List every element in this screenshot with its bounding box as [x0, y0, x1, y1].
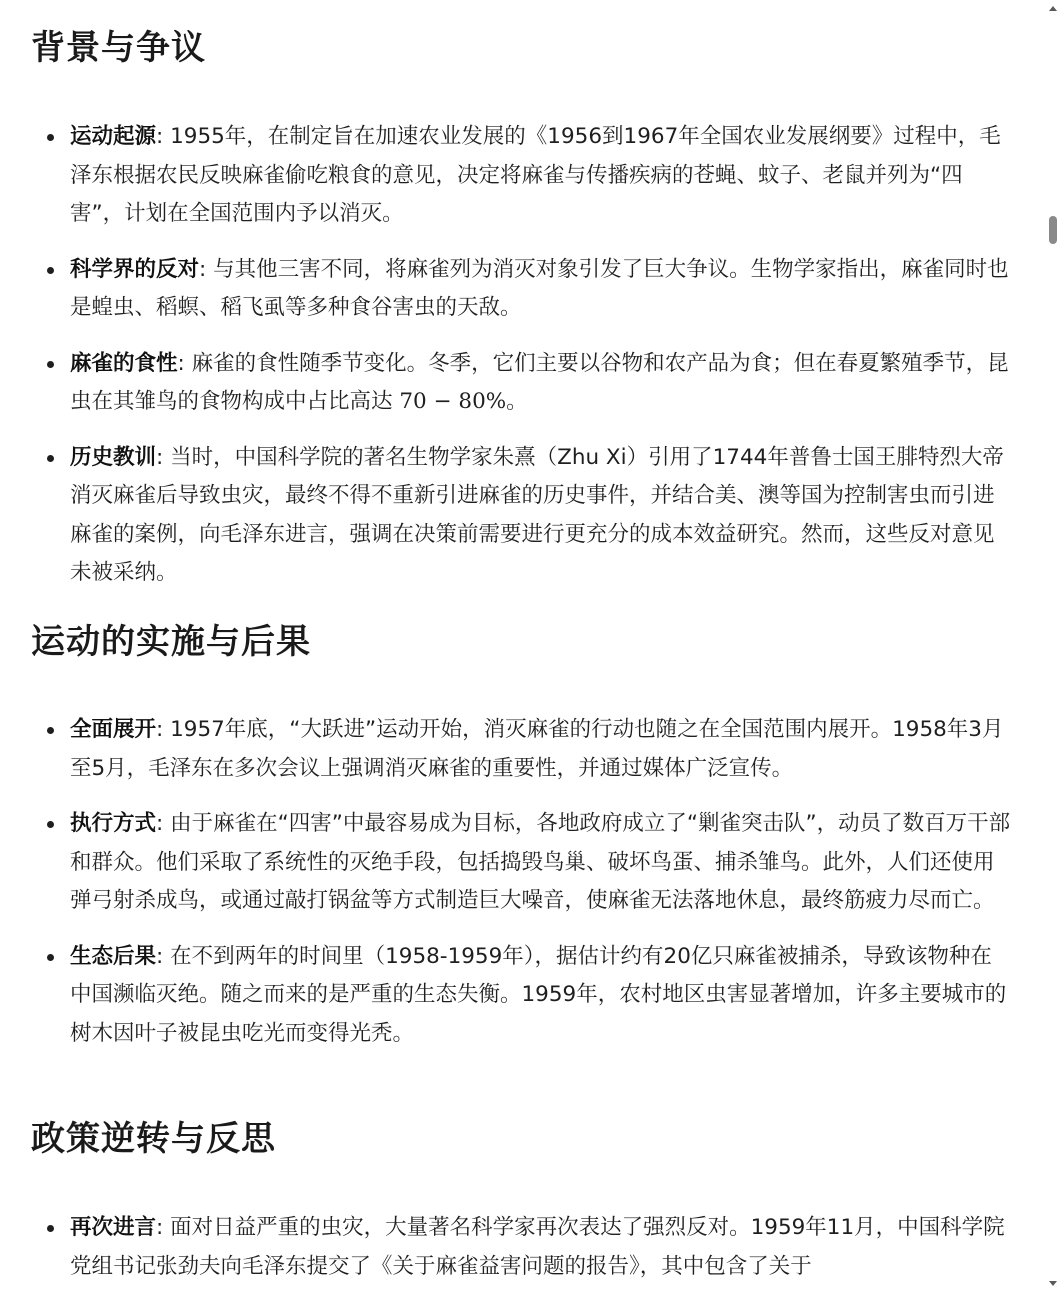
item-term: 执行方式 — [70, 811, 157, 836]
item-text: : 与其他三害不同，将麻雀列为消灭对象引发了巨大争议。生物学家指出，麻雀同时也是蝗虫、稻螟、稻飞虱等多种食谷害虫的天敌。 — [70, 256, 1009, 320]
list-item — [0, 439, 1040, 593]
scroll-up-arrow-icon[interactable] — [1049, 6, 1057, 11]
item-term: 全面展开 — [70, 717, 157, 742]
vertical-scrollbar[interactable] — [1044, 0, 1062, 1292]
item-text: : 麻雀的食性随季节变化。冬季，它们主要以谷物和农产品为食；但在春夏繁殖季节，昆虫在其雏鸟的食物构成中占比高达 — [70, 350, 1009, 414]
bullet-list-background — [0, 118, 1040, 610]
item-text: : 1957年底，“大跃进”运动开始，消灭麻雀的行动也随之在全国范围内展开。1958年3月至5月，毛泽东在多次会议上强调消灭麻雀的重要性，并通过媒体广泛宣传。 — [70, 717, 1004, 781]
item-text: : 当时，中国科学院的著名生物学家朱熹（Zhu Xi）引用了1744年普鲁士国王腓特烈大帝消灭麻雀后导致虫灾，最终不得不重新引进麻雀的历史事件，并结合美、澳等国为控制害虫而引进麻雀的案例，向毛泽东进言，强调在决策前需要进行更充分的成本效益研究。然而，这些反对意见未被采纳。 — [70, 444, 1004, 585]
item-term: 运动起源 — [70, 124, 157, 149]
item-term: 历史教训 — [70, 444, 157, 470]
math-expression: 70 − 80% — [399, 389, 507, 414]
list-item — [0, 805, 1040, 921]
item-text: : 面对日益严重的虫灾，大量著名科学家再次表达了强烈反对。1959年11月，中国科学院党组书记张劲夫向毛泽东提交了《关于麻雀益害问题的报告》，其中包含了关于 — [70, 1215, 1005, 1279]
scroll-down-arrow-icon[interactable] — [1049, 1281, 1057, 1286]
item-term: 生态后果 — [70, 943, 157, 969]
list-item — [0, 118, 1040, 234]
item-text: : 1955年，在制定旨在加速农业发展的《1956到1967年全国农业发展纲要》过程中，毛泽东根据农民反映麻雀偷吃粮食的意见，决定将麻雀与传播疾病的苍蝇、蚊子、老鼠并列为“四害”，计划在全国范围内予以消灭。 — [70, 124, 1001, 226]
list-item — [0, 251, 1040, 328]
section-heading-implementation: 运动的实施与后果 — [31, 622, 311, 662]
item-term: 再次进言 — [70, 1215, 157, 1240]
bullet-list-reversal — [0, 1209, 1040, 1292]
list-item — [0, 711, 1040, 788]
section-heading-reversal: 政策逆转与反思 — [31, 1119, 276, 1159]
section-heading-background: 背景与争议 — [31, 28, 206, 68]
item-text-end: 。 — [506, 389, 528, 414]
item-text: : 在不到两年的时间里（1958-1959年），据估计约有20亿只麻雀被捕杀，导致该物种在中国濒临灭绝。随之而来的是严重的生态失衡。1959年，农村地区虫害显著增加，许多主要城市的树木因叶子被昆虫吃光而变得光秃。 — [70, 943, 1007, 1046]
list-item — [0, 345, 1040, 422]
scrollbar-thumb[interactable] — [1049, 216, 1057, 244]
item-text: : 由于麻雀在“四害”中最容易成为目标，各地政府成立了“剿雀突击队”，动员了数百万干部和群众。他们采取了系统性的灭绝手段，包括捣毁鸟巢、破坏鸟蛋、捕杀雏鸟。此外，人们还使用弹弓射杀成鸟，或通过敲打锅盆等方式制造巨大噪音，使麻雀无法落地休息，最终筋疲力尽而亡。 — [70, 811, 1011, 913]
list-item — [0, 938, 1040, 1054]
bullet-list-implementation — [0, 711, 1040, 1070]
item-term: 科学界的反对 — [70, 256, 200, 282]
list-item — [0, 1209, 1040, 1286]
item-term: 麻雀的食性 — [70, 350, 178, 376]
